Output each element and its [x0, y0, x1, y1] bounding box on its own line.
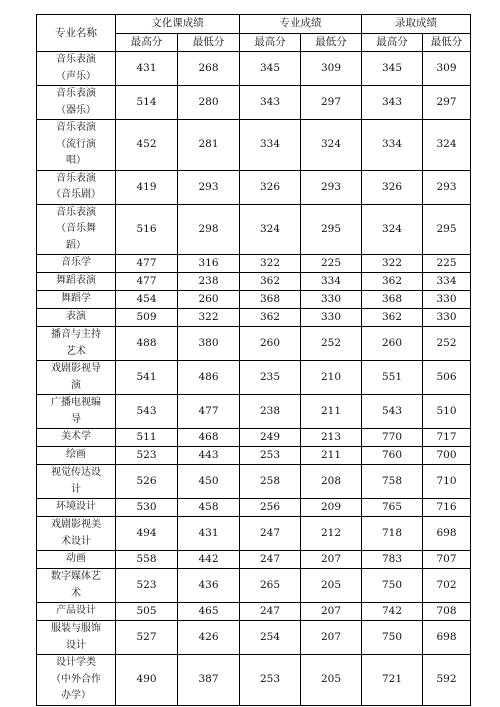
major-name-line: 术 — [71, 587, 81, 599]
major-min-cell: 207 — [301, 551, 362, 569]
culture-min-cell: 468 — [178, 429, 240, 447]
header-major-name: 专业名称 — [37, 15, 116, 52]
admission-max-cell: 742 — [362, 603, 423, 621]
culture-max-cell: 526 — [116, 465, 178, 499]
admission-min-cell: 330 — [423, 291, 471, 309]
major-max-cell: 247 — [240, 517, 301, 551]
major-name-cell — [37, 291, 116, 309]
major-name-line: 蹈） — [66, 239, 86, 251]
culture-min-cell: 316 — [178, 255, 240, 273]
culture-max-cell: 494 — [116, 517, 178, 551]
admission-max-cell: 758 — [362, 465, 423, 499]
culture-max-cell: 523 — [116, 447, 178, 465]
header-admission-score: 录取成绩 — [362, 15, 471, 34]
table-row — [37, 395, 471, 429]
culture-min-cell: 293 — [178, 170, 240, 204]
admission-min-cell: 309 — [423, 52, 471, 86]
table-row — [37, 52, 471, 86]
table-row — [37, 361, 471, 395]
table-row — [37, 517, 471, 551]
header-admission-min: 最低分 — [423, 33, 471, 52]
major-name-line: 动画 — [66, 553, 86, 565]
major-min-cell: 334 — [301, 273, 362, 291]
major-name-line: 音乐表演 — [56, 88, 96, 99]
major-min-cell: 252 — [301, 327, 362, 361]
major-max-cell: 256 — [240, 499, 301, 517]
major-max-cell: 253 — [240, 447, 301, 465]
major-name-cell — [37, 170, 116, 204]
admission-max-cell: 551 — [362, 361, 423, 395]
table-row — [37, 86, 471, 120]
culture-max-cell: 419 — [116, 170, 178, 204]
culture-min-cell: 426 — [178, 621, 240, 655]
major-name-line: （声乐） — [56, 70, 96, 82]
major-name-line: （音乐剧） — [51, 189, 101, 200]
header-culture-max: 最高分 — [116, 33, 178, 52]
admission-max-cell: 765 — [362, 499, 423, 517]
table-row — [37, 309, 471, 327]
major-name-line: 艺术 — [66, 345, 86, 357]
major-min-cell: 324 — [301, 120, 362, 171]
major-min-cell: 207 — [301, 621, 362, 655]
major-min-cell: 209 — [301, 499, 362, 517]
major-max-cell: 253 — [240, 655, 301, 706]
major-name-cell — [37, 465, 116, 499]
major-max-cell: 345 — [240, 52, 301, 86]
major-name-line: 视觉传达设 — [51, 467, 101, 478]
admission-max-cell: 324 — [362, 204, 423, 255]
admission-min-cell: 334 — [423, 273, 471, 291]
admission-min-cell: 717 — [423, 429, 471, 447]
culture-min-cell: 380 — [178, 327, 240, 361]
admission-max-cell: 783 — [362, 551, 423, 569]
major-min-cell: 207 — [301, 603, 362, 621]
major-max-cell: 260 — [240, 327, 301, 361]
major-max-cell: 343 — [240, 86, 301, 120]
table-row — [37, 327, 471, 361]
culture-min-cell: 450 — [178, 465, 240, 499]
major-name-line: 美术学 — [61, 431, 91, 443]
admission-max-cell: 543 — [362, 395, 423, 429]
admission-max-cell: 345 — [362, 52, 423, 86]
major-name-line: 计 — [71, 483, 81, 495]
table-row — [37, 170, 471, 204]
major-name-line: 音乐表演 — [56, 122, 96, 133]
major-name-line: 数字媒体艺 — [51, 571, 101, 582]
major-max-cell: 322 — [240, 255, 301, 273]
header-admission-max: 最高分 — [362, 33, 423, 52]
admission-min-cell: 700 — [423, 447, 471, 465]
culture-max-cell: 514 — [116, 86, 178, 120]
major-name-cell — [37, 655, 116, 706]
major-max-cell: 324 — [240, 204, 301, 255]
major-name-line: 播音与主持 — [51, 329, 101, 340]
admission-min-cell: 708 — [423, 603, 471, 621]
major-min-cell: 205 — [301, 655, 362, 706]
culture-max-cell: 490 — [116, 655, 178, 706]
table-row — [37, 499, 471, 517]
admission-min-cell: 293 — [423, 170, 471, 204]
culture-min-cell: 387 — [178, 655, 240, 706]
major-name-line: 服装与服饰 — [51, 623, 101, 634]
major-max-cell: 247 — [240, 603, 301, 621]
major-name-cell — [37, 621, 116, 655]
culture-max-cell: 558 — [116, 551, 178, 569]
table-row — [37, 447, 471, 465]
culture-max-cell: 431 — [116, 52, 178, 86]
major-max-cell: 235 — [240, 361, 301, 395]
major-name-cell — [37, 327, 116, 361]
major-name-line: 环境设计 — [56, 501, 96, 513]
culture-min-cell: 477 — [178, 395, 240, 429]
major-name-line: 舞蹈学 — [61, 293, 91, 305]
major-name-cell — [37, 447, 116, 465]
major-max-cell: 326 — [240, 170, 301, 204]
major-name-line: 戏剧影视导 — [51, 363, 101, 374]
major-name-cell — [37, 361, 116, 395]
major-name-cell — [37, 86, 116, 120]
major-name-line: （音乐舞 — [56, 223, 96, 234]
major-name-cell — [37, 309, 116, 327]
header-culture-min: 最低分 — [178, 33, 240, 52]
admission-max-cell: 750 — [362, 621, 423, 655]
major-name-line: （中外合作 — [51, 673, 101, 685]
major-name-line: 音乐学 — [61, 257, 91, 269]
header-major-min: 最低分 — [301, 33, 362, 52]
major-name-cell — [37, 255, 116, 273]
major-max-cell: 362 — [240, 273, 301, 291]
major-max-cell: 362 — [240, 309, 301, 327]
major-name-line: 办学） — [61, 690, 91, 701]
major-name-line: 音乐表演 — [56, 172, 96, 184]
table-row — [37, 603, 471, 621]
major-min-cell: 297 — [301, 86, 362, 120]
admission-min-cell: 295 — [423, 204, 471, 255]
table-row — [37, 429, 471, 447]
header-major-max: 最高分 — [240, 33, 301, 52]
table-row — [37, 655, 471, 706]
culture-max-cell: 530 — [116, 499, 178, 517]
admission-min-cell: 252 — [423, 327, 471, 361]
major-name-line: （器乐） — [56, 104, 96, 116]
admission-max-cell: 770 — [362, 429, 423, 447]
admission-min-cell: 330 — [423, 309, 471, 327]
culture-min-cell: 322 — [178, 309, 240, 327]
admission-min-cell: 698 — [423, 621, 471, 655]
admission-max-cell: 368 — [362, 291, 423, 309]
table-row — [37, 551, 471, 569]
major-max-cell: 249 — [240, 429, 301, 447]
admission-max-cell: 260 — [362, 327, 423, 361]
culture-max-cell: 527 — [116, 621, 178, 655]
header-culture-score: 文化课成绩 — [116, 15, 240, 34]
table-row — [37, 569, 471, 603]
major-name-cell — [37, 603, 116, 621]
major-max-cell: 334 — [240, 120, 301, 171]
culture-min-cell: 298 — [178, 204, 240, 255]
major-name-cell — [37, 204, 116, 255]
culture-max-cell: 452 — [116, 120, 178, 171]
admission-min-cell: 716 — [423, 499, 471, 517]
table-row — [37, 465, 471, 499]
admission-min-cell: 297 — [423, 86, 471, 120]
culture-max-cell: 505 — [116, 603, 178, 621]
admission-min-cell: 225 — [423, 255, 471, 273]
table-row — [37, 120, 471, 171]
admission-max-cell: 362 — [362, 273, 423, 291]
major-min-cell: 330 — [301, 309, 362, 327]
major-name-line: 表演 — [66, 311, 86, 323]
admission-min-cell: 710 — [423, 465, 471, 499]
table-row — [37, 273, 471, 291]
culture-max-cell: 477 — [116, 273, 178, 291]
culture-min-cell: 431 — [178, 517, 240, 551]
culture-max-cell: 488 — [116, 327, 178, 361]
header-major-score: 专业成绩 — [240, 15, 362, 34]
table-header — [37, 15, 471, 52]
admission-scores-table — [36, 14, 471, 706]
major-name-line: 唱） — [66, 155, 86, 166]
culture-min-cell: 486 — [178, 361, 240, 395]
culture-max-cell: 509 — [116, 309, 178, 327]
major-name-cell — [37, 395, 116, 429]
major-name-cell — [37, 429, 116, 447]
major-name-line: 产品设计 — [56, 605, 96, 617]
culture-min-cell: 260 — [178, 291, 240, 309]
admission-max-cell: 334 — [362, 120, 423, 171]
admission-min-cell: 707 — [423, 551, 471, 569]
major-max-cell: 368 — [240, 291, 301, 309]
culture-min-cell: 238 — [178, 273, 240, 291]
admission-max-cell: 760 — [362, 447, 423, 465]
admission-max-cell: 721 — [362, 655, 423, 706]
major-name-line: 导 — [71, 413, 81, 425]
major-name-line: 设计学类 — [56, 657, 96, 668]
major-name-line: 戏剧影视美 — [51, 519, 101, 530]
major-max-cell: 238 — [240, 395, 301, 429]
table-body — [37, 52, 471, 706]
major-min-cell: 330 — [301, 291, 362, 309]
admission-max-cell: 750 — [362, 569, 423, 603]
major-name-line: 术设计 — [61, 535, 91, 547]
header-row-groups — [37, 15, 471, 34]
culture-min-cell: 442 — [178, 551, 240, 569]
major-name-line: 音乐表演 — [56, 206, 96, 218]
culture-max-cell: 516 — [116, 204, 178, 255]
major-name-cell — [37, 120, 116, 171]
culture-max-cell: 454 — [116, 291, 178, 309]
culture-max-cell: 541 — [116, 361, 178, 395]
admission-max-cell: 326 — [362, 170, 423, 204]
major-name-line: 演 — [71, 379, 81, 391]
major-max-cell: 265 — [240, 569, 301, 603]
admission-max-cell: 322 — [362, 255, 423, 273]
major-max-cell: 254 — [240, 621, 301, 655]
culture-min-cell: 465 — [178, 603, 240, 621]
major-name-cell — [37, 499, 116, 517]
admission-max-cell: 718 — [362, 517, 423, 551]
culture-min-cell: 436 — [178, 569, 240, 603]
major-name-cell — [37, 273, 116, 291]
table-row — [37, 255, 471, 273]
major-min-cell: 211 — [301, 447, 362, 465]
culture-min-cell: 458 — [178, 499, 240, 517]
admission-min-cell: 506 — [423, 361, 471, 395]
table-row — [37, 621, 471, 655]
culture-max-cell: 543 — [116, 395, 178, 429]
major-name-line: 绘画 — [66, 449, 86, 461]
major-min-cell: 293 — [301, 170, 362, 204]
culture-min-cell: 268 — [178, 52, 240, 86]
admission-max-cell: 362 — [362, 309, 423, 327]
table-row — [37, 291, 471, 309]
major-name-line: 音乐表演 — [56, 54, 96, 65]
major-min-cell: 205 — [301, 569, 362, 603]
admission-min-cell: 702 — [423, 569, 471, 603]
admission-min-cell: 592 — [423, 655, 471, 706]
major-min-cell: 213 — [301, 429, 362, 447]
table-row — [37, 204, 471, 255]
admission-min-cell: 324 — [423, 120, 471, 171]
culture-min-cell: 281 — [178, 120, 240, 171]
major-name-line: 设计 — [66, 639, 86, 651]
major-name-cell — [37, 569, 116, 603]
culture-max-cell: 511 — [116, 429, 178, 447]
major-min-cell: 309 — [301, 52, 362, 86]
major-min-cell: 208 — [301, 465, 362, 499]
major-name-cell — [37, 551, 116, 569]
admission-min-cell: 510 — [423, 395, 471, 429]
major-min-cell: 225 — [301, 255, 362, 273]
major-min-cell: 211 — [301, 395, 362, 429]
admission-max-cell: 343 — [362, 86, 423, 120]
admission-min-cell: 698 — [423, 517, 471, 551]
major-name-cell — [37, 52, 116, 86]
major-min-cell: 295 — [301, 204, 362, 255]
culture-max-cell: 523 — [116, 569, 178, 603]
major-name-line: 舞蹈表演 — [56, 275, 96, 287]
major-max-cell: 247 — [240, 551, 301, 569]
major-name-line: （流行演 — [56, 138, 96, 150]
culture-min-cell: 443 — [178, 447, 240, 465]
culture-max-cell: 477 — [116, 255, 178, 273]
major-name-line: 广播电视编 — [51, 397, 101, 408]
major-name-cell — [37, 517, 116, 551]
major-max-cell: 258 — [240, 465, 301, 499]
major-min-cell: 212 — [301, 517, 362, 551]
culture-min-cell: 280 — [178, 86, 240, 120]
major-min-cell: 210 — [301, 361, 362, 395]
